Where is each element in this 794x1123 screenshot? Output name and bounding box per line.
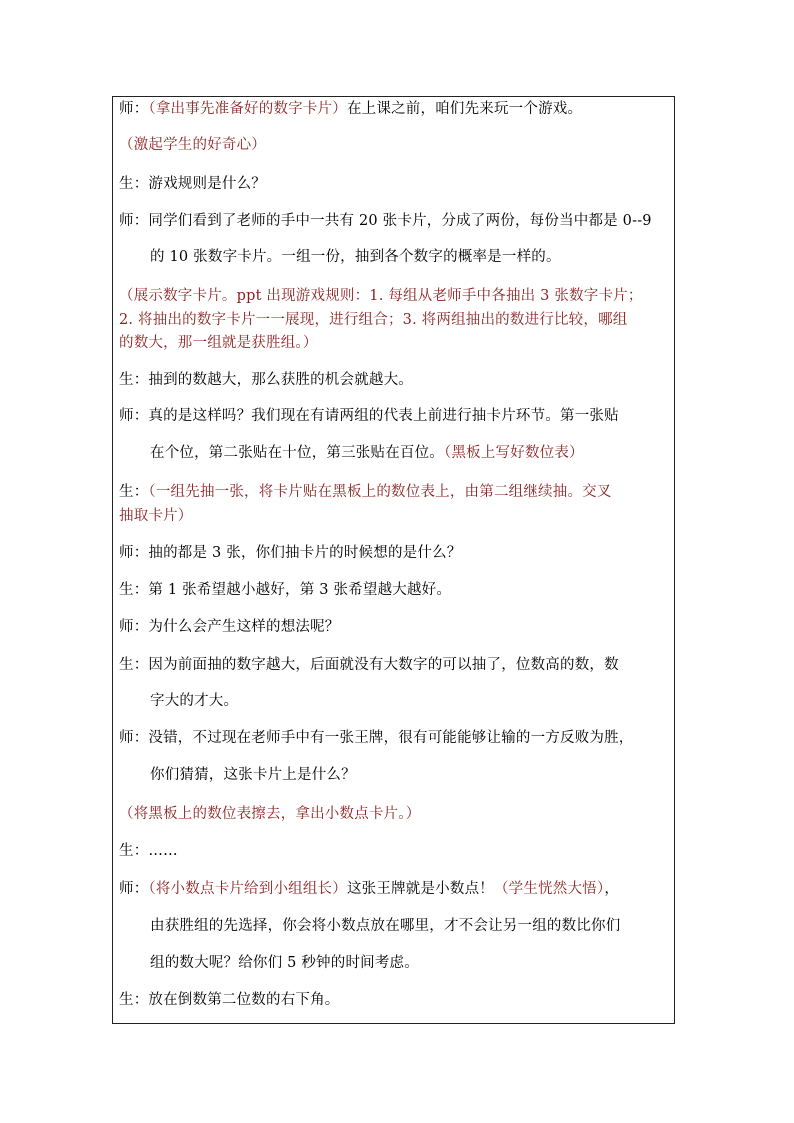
segment: 生：抽到的数越大，那么获胜的机会就越大。 xyxy=(119,372,413,388)
line-16 xyxy=(119,617,340,637)
segment: 生：…… xyxy=(119,843,178,859)
segment: 师： xyxy=(119,881,149,897)
line-26 xyxy=(119,990,340,1010)
line-14 xyxy=(119,543,461,563)
line-1 xyxy=(119,99,582,119)
segment: 的 10 张数字卡片。一组一份，抽到各个数字的概率是一样的。 xyxy=(150,249,561,265)
line-23 xyxy=(119,879,619,899)
line-4 xyxy=(119,211,652,231)
line-10 xyxy=(119,406,619,426)
line-21 xyxy=(119,804,420,824)
line-20 xyxy=(150,765,356,785)
segment: 师：抽的都是 3 张，你们抽卡片的时候想的是什么？ xyxy=(119,545,462,561)
segment: （黑板上写好数位表） xyxy=(444,445,584,461)
segment: （展示数字卡片。ppt 出现游戏规则：1. 每组从老师手中各抽出 3 张数字卡片； xyxy=(119,288,643,304)
segment: （将黑板上的数位表擦去，拿出小数点卡片。） xyxy=(119,806,421,822)
segment: 生：放在倒数第二位数的右下角。 xyxy=(119,992,340,1008)
line-18 xyxy=(150,691,238,711)
line-7 xyxy=(119,310,627,330)
segment: 的数大，那一组就是获胜组。） xyxy=(119,335,318,351)
segment: 生：第 1 张希望越小越好，第 3 张希望越大越好。 xyxy=(119,582,452,598)
line-2 xyxy=(119,135,266,155)
segment: 由获胜组的先选择，你会将小数点放在哪里，才不会让另一组的数比你们 xyxy=(150,918,621,934)
line-12 xyxy=(119,482,612,502)
segment: 师：没错，不过现在老师手中有一张王牌，很有可能能够让输的一方反败为胜， xyxy=(119,730,634,746)
line-19 xyxy=(119,728,634,748)
segment: 生：因为前面抽的数字越大，后面就没有大数字的可以抽了，位数高的数，数 xyxy=(119,657,619,673)
line-22 xyxy=(119,841,178,861)
segment: （将小数点卡片给到小组组长） xyxy=(148,881,347,897)
line-8 xyxy=(119,333,318,353)
segment: 在个位，第二张贴在十位，第三张贴在百位。 xyxy=(150,445,444,461)
segment: 你们猜猜，这张卡片上是什么？ xyxy=(150,767,356,783)
line-11 xyxy=(150,443,584,463)
segment: 师：同学们看到了老师的手中一共有 20 张卡片，分成了两份，每份当中都是 0--9 xyxy=(119,213,652,229)
segment: 2. 将抽出的数字卡片一一展现，进行组合；3. 将两组抽出的数进行比较，哪组 xyxy=(119,312,628,328)
line-17 xyxy=(119,655,619,675)
segment: 组的数大呢？给你们 5 秒钟的时间考虑。 xyxy=(150,955,419,971)
segment: 师： xyxy=(119,101,149,117)
segment: 这张王牌就是小数点！ xyxy=(346,881,494,897)
segment: 生： xyxy=(119,484,149,500)
segment: 在上课之前，咱们先来玩一个游戏。 xyxy=(346,101,583,117)
segment: （拿出事先准备好的数字卡片） xyxy=(148,101,347,117)
line-3 xyxy=(119,174,266,194)
line-15 xyxy=(119,580,451,600)
line-6 xyxy=(119,286,643,306)
line-24 xyxy=(150,916,620,936)
segment: 生：游戏规则是什么？ xyxy=(119,176,266,192)
segment: 师：真的是这样吗？我们现在有请两组的代表上前进行抽卡片环节。第一张贴 xyxy=(119,408,619,424)
line-25 xyxy=(150,953,419,973)
segment: （激起学生的好奇心） xyxy=(119,137,266,153)
line-9 xyxy=(119,370,413,390)
segment: 师：为什么会产生这样的想法呢？ xyxy=(119,619,340,635)
segment: ， xyxy=(604,881,620,897)
segment: 抽取卡片） xyxy=(119,508,193,524)
line-13 xyxy=(119,506,193,526)
segment: （学生恍然大悟） xyxy=(493,881,605,897)
line-5 xyxy=(150,247,561,267)
segment: （一组先抽一张，将卡片贴在黑板上的数位表上，由第二组继续抽。交叉 xyxy=(148,484,612,500)
segment: 字大的才大。 xyxy=(150,693,239,709)
